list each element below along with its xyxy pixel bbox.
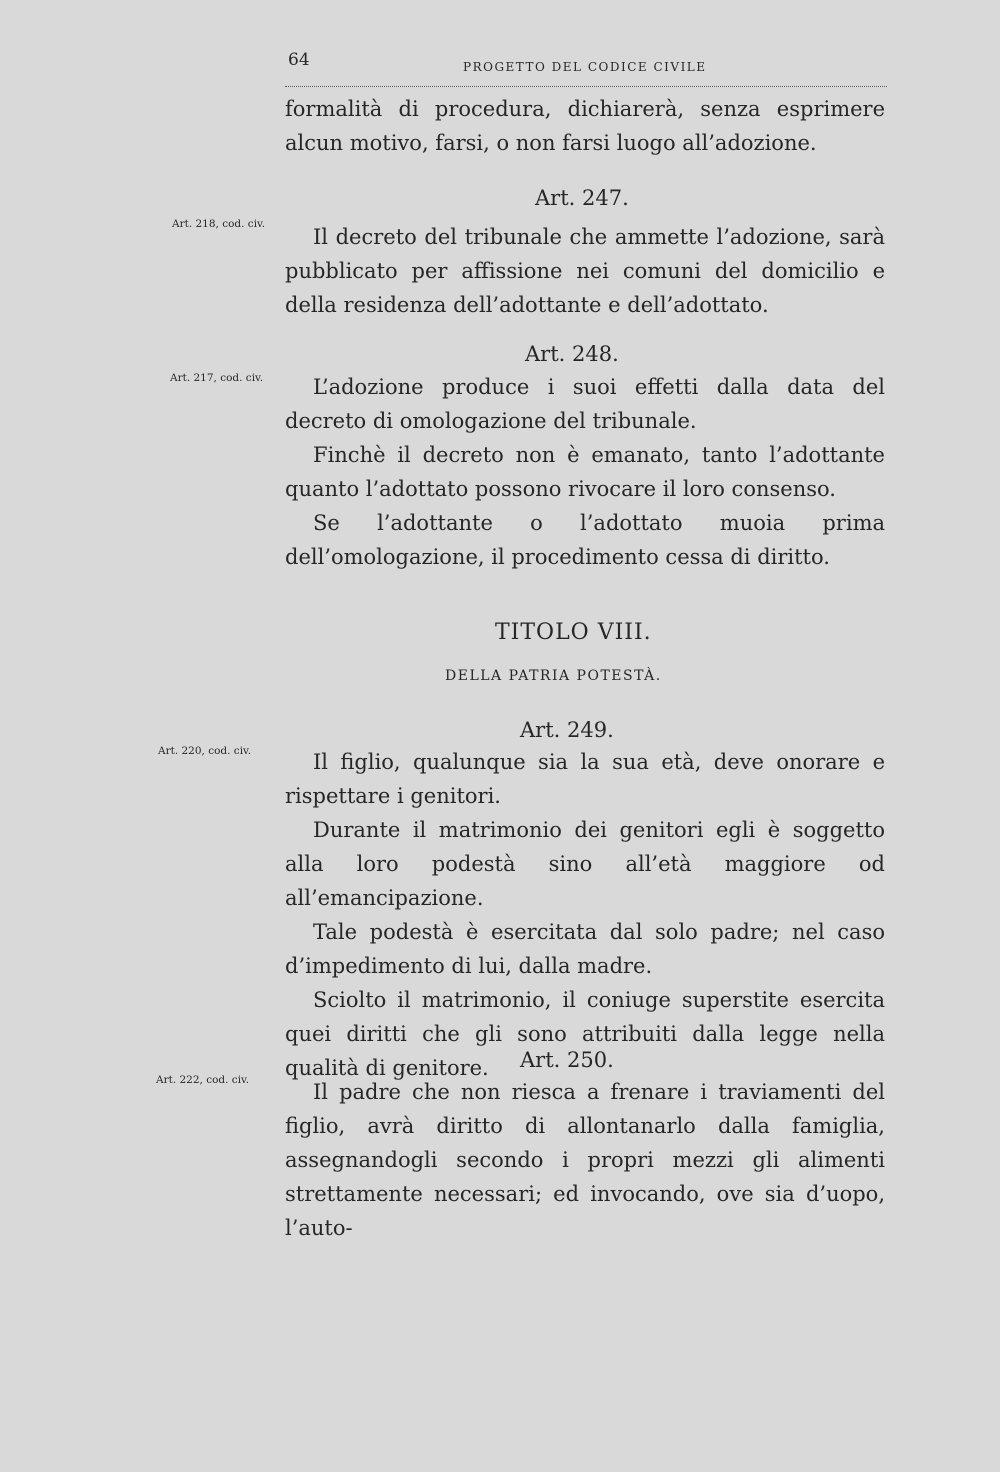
continuation-text bbox=[285, 92, 885, 160]
margin-note: Art. 220, cod. civ. bbox=[158, 745, 252, 757]
paragraph: L’adozione produce i suoi effetti dalla data del decreto di omologazione del tribunale. bbox=[285, 375, 885, 433]
article-body bbox=[285, 745, 885, 1085]
paragraph: Se l’adottante o l’adottato muoia prima dell’omologazione, il procedimento cessa di diritto. bbox=[285, 511, 885, 569]
article-heading: Art. 250. bbox=[520, 1048, 614, 1072]
margin-note: Art. 222, cod. civ. bbox=[156, 1074, 250, 1086]
article-body bbox=[285, 1075, 885, 1245]
article-body bbox=[285, 370, 885, 574]
article-heading: Art. 249. bbox=[520, 718, 614, 742]
paragraph: Tale podestà è esercitata dal solo padre; nel caso d’impedimento di lui, dalla madre. bbox=[285, 920, 885, 978]
paragraph: Il decreto del tribunale che ammette l’adozione, sarà pubblicato per affissione nei comuni del domicilio e della residenza dell’adottante e dell’adottato. bbox=[285, 225, 885, 317]
paragraph: Durante il matrimonio dei genitori egli è soggetto alla loro podestà sino all’età maggiore od all’emancipazione. bbox=[285, 818, 885, 910]
paragraph: Sciolto il matrimonio, il coniuge superstite esercita quei diritti che gli sono attribuiti dalla legge nella qualità di genitore. bbox=[285, 988, 885, 1080]
article-body bbox=[285, 220, 885, 322]
paragraph: Il figlio, qualunque sia la sua età, deve onorare e rispettare i genitori. bbox=[285, 750, 885, 808]
paragraph: Il padre che non riesca a frenare i traviamenti del figlio, avrà diritto di allontanarlo dalla famiglia, assegnandogli secondo i propri mezzi gli alimenti strettamente necessari; ed invocando, ove sia d’uopo, l’auto- bbox=[285, 1080, 885, 1240]
section-subtitle: DELLA PATRIA POTESTÀ. bbox=[445, 668, 662, 684]
paragraph: Finchè il decreto non è emanato, tanto l’adottante quanto l’adottato possono rivocare il loro consenso. bbox=[285, 443, 885, 501]
margin-note: Art. 218, cod. civ. bbox=[172, 218, 266, 230]
section-title: TITOLO VIII. bbox=[495, 620, 652, 645]
article-heading: Art. 248. bbox=[525, 342, 619, 366]
running-title: PROGETTO DEL CODICE CIVILE bbox=[463, 60, 707, 74]
paragraph: formalità di procedura, dichiarerà, senza esprimere alcun motivo, farsi, o non farsi luogo all’adozione. bbox=[285, 97, 885, 155]
article-heading: Art. 247. bbox=[535, 186, 629, 210]
page-number: 64 bbox=[288, 50, 310, 70]
margin-note: Art. 217, cod. civ. bbox=[170, 372, 264, 384]
header-rule bbox=[285, 86, 887, 87]
page-header bbox=[288, 50, 888, 80]
